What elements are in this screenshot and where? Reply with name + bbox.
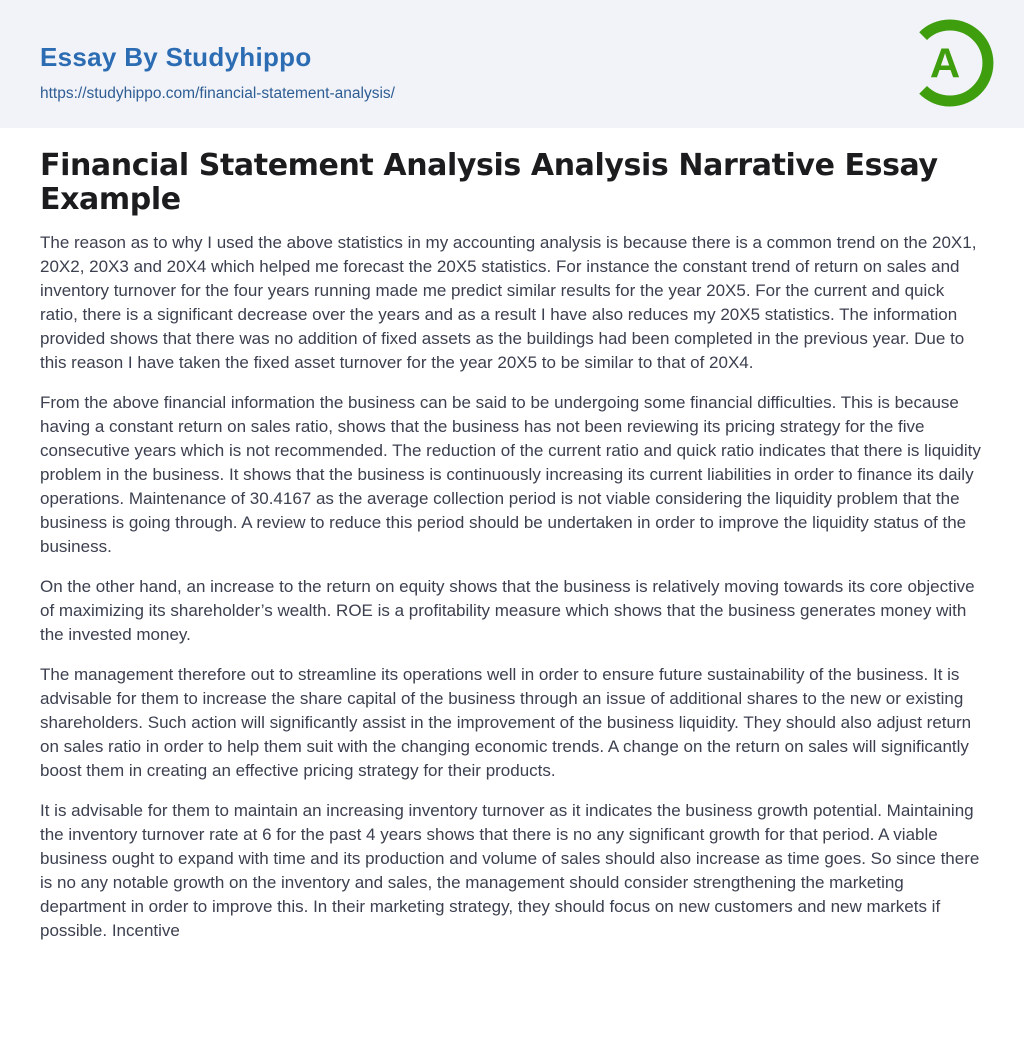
essay-paragraph-3: On the other hand, an increase to the return on equity shows that the business is relatively moving towards its core objective of maximizing its shareholder’s wealth. ROE is a profitability measure which shows that the business generates money with the invested money.: [40, 577, 975, 644]
essay-paragraph-4: The management therefore out to streamline its operations well in order to ensure future sustainability of the business. It is advisable for them to increase the share capital of the business through an issue of additional shares to the new or existing shareholders. Such action will significantly assist in the improvement of the business liquidity. They should also adjust return on sales ratio in order to help them suit with the changing economic trends. A change on the return on sales will significantly boost them in creating an effective pricing strategy for their products.: [40, 665, 972, 780]
essay-paragraph-1: The reason as to why I used the above statistics in my accounting analysis is because there is a common trend on the 20X1, 20X2, 20X3 and 20X4 which helped me forecast the 20X5 statistics. For instance the constant trend of return on sales and inventory turnover for the four years running made me predict similar results for the year 20X5. For the current and quick ratio, there is a significant decrease over the years and as a result I have also reduces my 20X5 statistics. The information provided shows that there was no addition of fixed assets as the buildings had been completed in the previous year. Due to this reason I have taken the fixed asset turnover for the year 20X5 to be similar to that of 20X4.: [40, 233, 977, 372]
essay-paragraph-2: From the above financial information the business can be said to be undergoing some financial difficulties. This is because having a constant return on sales ratio, shows that the business has not been reviewing its pricing strategy for the five consecutive years which is not recommended. The reduction of the current ratio and quick ratio indicates that there is liquidity problem in the business. It shows that the business is continuously increasing its current liabilities in order to finance its daily operations. Maintenance of 30.4167 as the average collection period is not viable considering the liquidity problem that the business is going through. A review to reduce this period should be undertaken in order to improve the liquidity status of the business.: [40, 393, 981, 556]
essay-title: Financial Statement Analysis Analysis Narrative Essay Example: [40, 148, 938, 217]
page-header: [0, 0, 1024, 128]
site-title: Essay By Studyhippo: [40, 42, 312, 72]
essay-paragraph-5: It is advisable for them to maintain an increasing inventory turnover as it indicates the business growth potential. Maintaining the inventory turnover rate at 6 for the past 4 years shows that there is no any significant growth for that period. A viable business ought to expand with time and its production and volume of sales should also increase as time goes. So since there is no any notable growth on the inventory and sales, the management should consider strengthening the marketing department in order to improve this. In their marketing strategy, they should focus on new customers and new markets if possible. Incentive: [40, 801, 980, 940]
logo-ring-icon: [904, 17, 996, 109]
logo-letter: A: [929, 39, 961, 87]
studyhippo-logo: [904, 17, 996, 109]
essay-content: [0, 128, 1024, 943]
source-url-link[interactable]: https://studyhippo.com/financial-statement-analysis/: [40, 85, 395, 102]
